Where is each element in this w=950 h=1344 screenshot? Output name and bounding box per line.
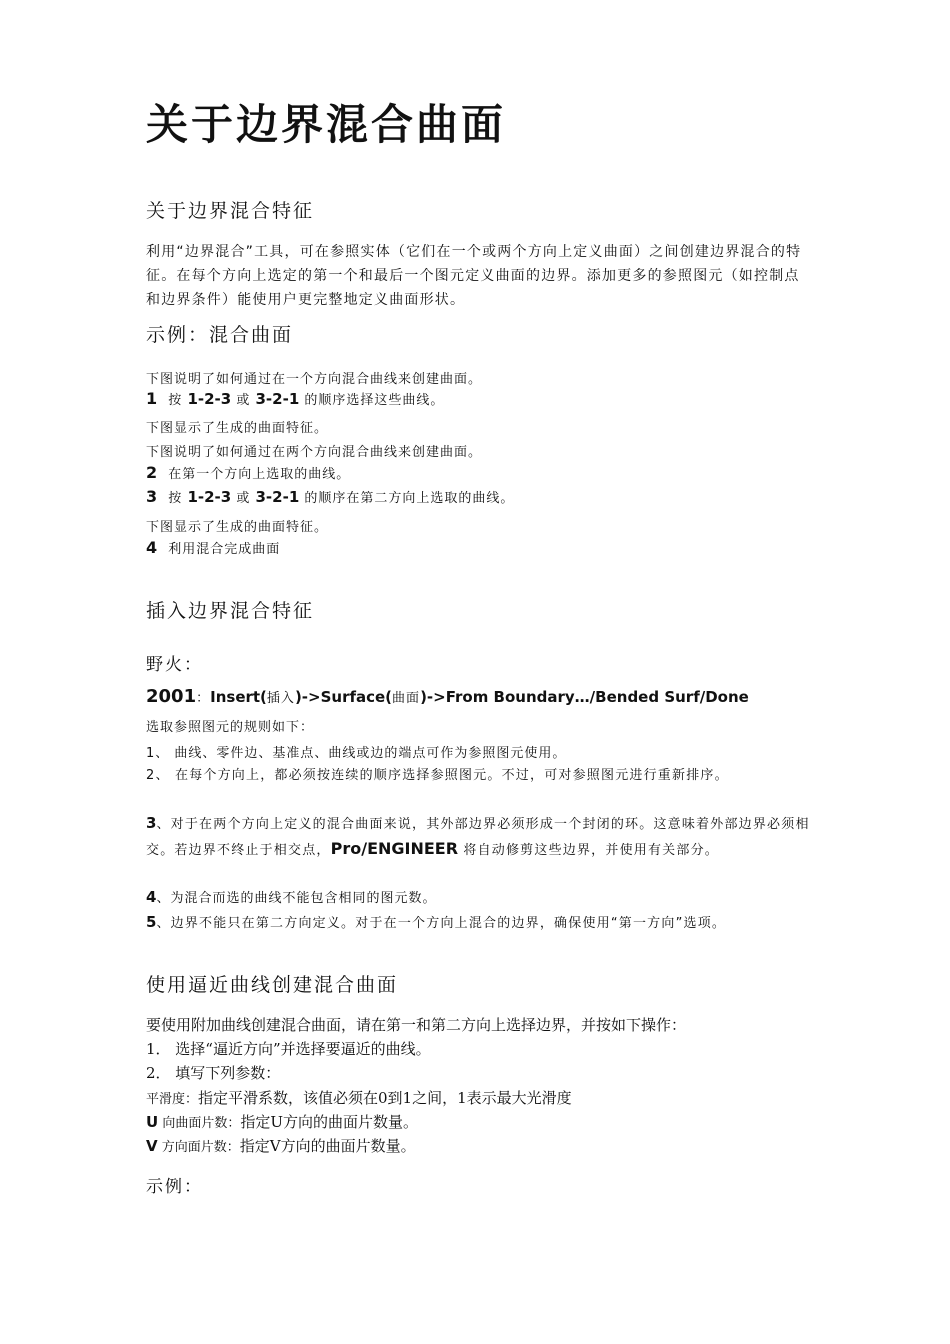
menu-path (146, 686, 749, 707)
command-text: )->From Boundary…/Bended Surf/Done (420, 688, 749, 706)
param-axis: U (146, 1113, 159, 1131)
text-fragment: 、对于在两个方向上定义的混合曲面来说，其外部边界必须形成一个封闭的环。这意味着外部边界必须相交。若边界不终止于相交点， (146, 817, 810, 858)
example-line-5 (146, 463, 350, 482)
approx-step-2: 2． 填写下列参数： (146, 1064, 281, 1082)
example-line-7: 下图显示了生成的曲面特征。 (146, 520, 329, 535)
rule-2: 2、 在每个方向上，都必须按连续的顺序选择参照图元。不过，可对参照图元进行重新排序。 (146, 768, 729, 783)
section-heading-example: 示例：混合曲面 (146, 324, 294, 346)
rule-5 (146, 910, 810, 936)
approx-intro: 要使用附加曲线创建混合曲面，请在第一和第二方向上选择边界，并按如下操作： (146, 1016, 687, 1034)
rule-number: 3 (146, 814, 157, 832)
rules-intro: 选取参照图元的规则如下： (146, 720, 315, 735)
step-number: 2 (146, 463, 158, 482)
section-heading-insert-boundary-blend: 插入边界混合特征 (146, 600, 315, 622)
year: 2001 (146, 686, 197, 707)
page-title: 关于边界混合曲面 (146, 100, 507, 149)
order-sequence: 3-2-1 (255, 488, 300, 506)
step-number: 1 (146, 389, 158, 408)
intro-paragraph: 利用“边界混合”工具，可在参照实体（它们在一个或两个方向上定义曲面）之间创建边界混合的特征。在每个方向上选定的第一个和最后一个图元定义曲面的边界。添加更多的参照图元（如控制点和边界条件）能使用户更完整地定义曲面形状。 (146, 244, 802, 308)
text-fragment: ： (196, 691, 211, 706)
rule-1: 1、 曲线、零件边、基准点、曲线或边的端点可作为参照图元使用。 (146, 746, 567, 761)
text-fragment: 按 (168, 491, 183, 506)
order-sequence: 3-2-1 (255, 390, 300, 408)
text-fragment: 利用混合完成曲面 (168, 542, 281, 557)
text-fragment: 插入 (266, 691, 295, 706)
param-smoothness (146, 1087, 572, 1108)
rule-number: 4 (146, 888, 157, 906)
command-text: Insert( (210, 688, 267, 706)
command-text: )->Surface( (294, 688, 393, 706)
text-fragment: 、边界不能只在第二方向定义。对于在一个方向上混合的边界，确保使用“第一方向”选项。 (156, 916, 727, 931)
text-fragment: 曲面 (392, 691, 421, 706)
param-label: 向曲面片数： (158, 1116, 241, 1131)
text-fragment: 、为混合而选的曲线不能包含相同的图元数。 (156, 891, 437, 906)
example-line-8 (146, 538, 280, 557)
text-fragment: 将自动修剪这些边界，并使用有关部分。 (458, 843, 719, 858)
text-fragment: 或 (236, 393, 251, 408)
text-fragment: 或 (236, 491, 251, 506)
section-heading-about-boundary-blend: 关于边界混合特征 (146, 200, 315, 222)
param-axis: V (146, 1137, 158, 1155)
text-fragment: 在第一个方向上选取的曲线。 (168, 467, 351, 482)
section-heading-approx-curves: 使用逼近曲线创建混合曲面 (146, 974, 399, 996)
param-label: 平滑度： (146, 1092, 199, 1107)
example-label: 示例： (146, 1177, 203, 1197)
product-name: Pro/ENGINEER (330, 839, 459, 858)
text-fragment: 按 (168, 393, 183, 408)
rule-4 (146, 887, 436, 906)
example-line-4: 下图说明了如何通过在两个方向混合曲线来创建曲面。 (146, 445, 483, 460)
step-number: 4 (146, 538, 158, 557)
param-description: 指定V方向的曲面片数量。 (239, 1137, 416, 1155)
step-number: 3 (146, 487, 158, 506)
example-line-6 (146, 487, 514, 506)
param-label: 方向面片数： (157, 1140, 240, 1155)
approx-step-1: 1． 选择“逼近方向”并选择要逼近的曲线。 (146, 1040, 431, 1058)
example-line-1: 下图说明了如何通过在一个方向混合曲线来创建曲面。 (146, 372, 483, 387)
param-description: 指定U方向的曲面片数量。 (240, 1113, 418, 1131)
text-fragment: 的顺序选择这些曲线。 (304, 393, 445, 408)
param-v-patches (146, 1135, 416, 1156)
rule-number: 5 (146, 913, 157, 931)
order-sequence: 1-2-3 (187, 488, 232, 506)
rule-3 (146, 811, 810, 863)
param-description: 指定平滑系数，该值必须在0到1之间，1表示最大光滑度 (198, 1089, 572, 1107)
param-u-patches (146, 1111, 418, 1132)
example-line-2 (146, 389, 444, 408)
author-label: 野火： (146, 655, 203, 675)
text-fragment: 的顺序在第二方向上选取的曲线。 (304, 491, 515, 506)
example-line-3: 下图显示了生成的曲面特征。 (146, 421, 329, 436)
order-sequence: 1-2-3 (187, 390, 232, 408)
